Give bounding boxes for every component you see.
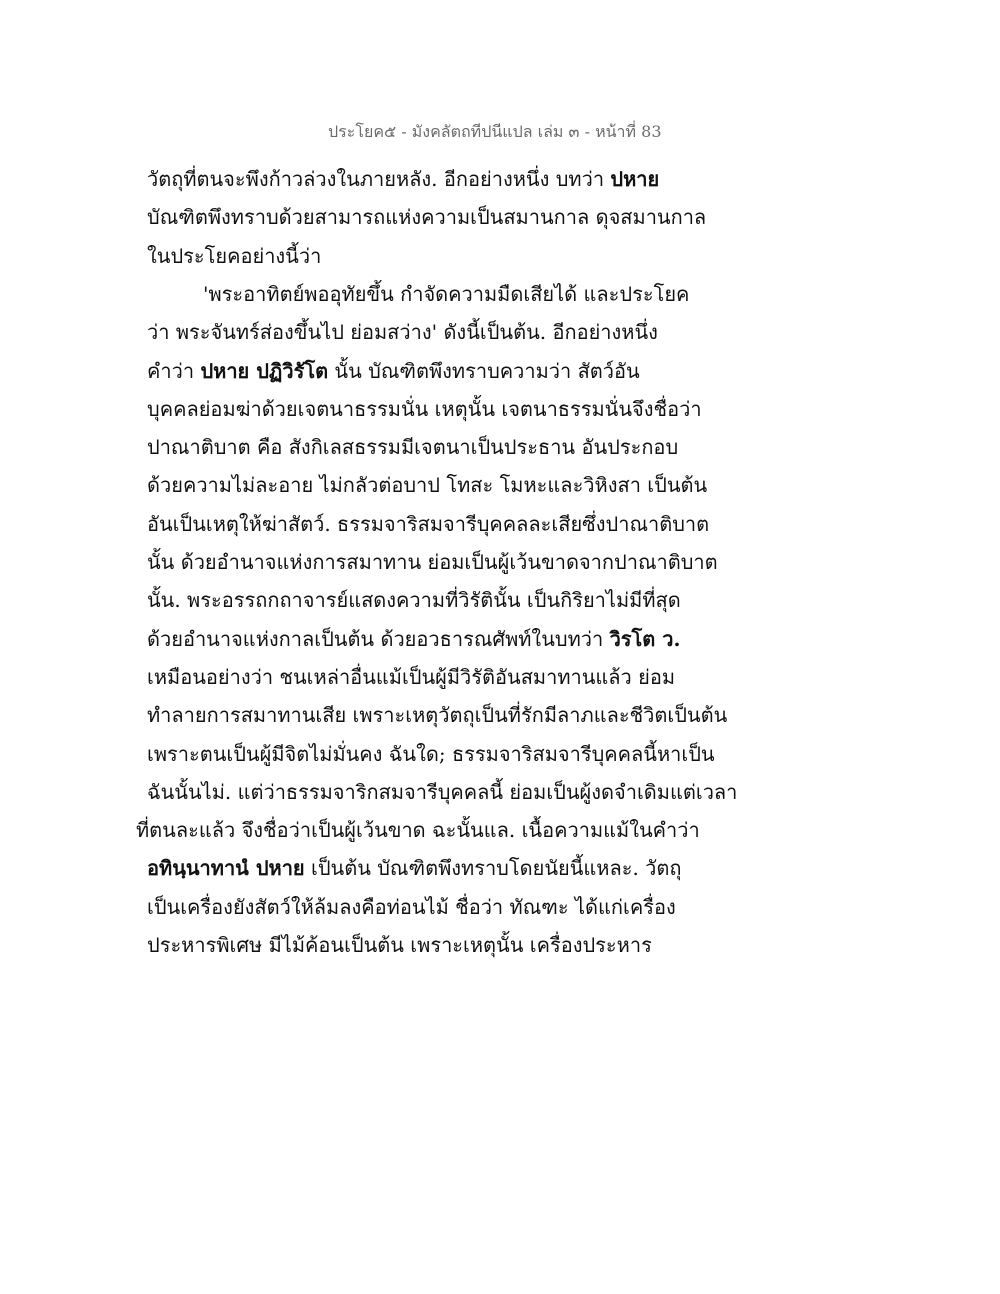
text-span: ปาณาติบาต คือ สังกิเลสธรรมมีเจตนาเป็นประธาน อันประกอบ xyxy=(147,435,679,460)
text-span: ทำลายการสมาทานเสีย เพราะเหตุวัตถุเป็นที่รักมีลาภและชีวิตเป็นต้น xyxy=(147,703,728,728)
text-span: เป็นต้น บัณฑิตพึงทราบโดยนัยนี้แหละ. วัตถุ xyxy=(304,856,682,881)
text-span: 'พระอาทิตย์พออุทัยขึ้น กำจัดความมืดเสียได้ และประโยค xyxy=(203,281,690,306)
text-span: ประหารพิเศษ มีไม้ค้อนเป็นต้น เพราะเหตุนั้น เครื่องประหาร xyxy=(147,933,652,957)
bold-term: ปหาย ปฏิวิรัโต xyxy=(200,358,329,383)
text-span: ที่ตนละแล้ว จึงชื่อว่าเป็นผู้เว้นขาด ฉะนั้นแล. เนื้อความแม้ในคำว่า xyxy=(136,818,700,843)
text-line xyxy=(147,581,681,619)
text-span: เหมือนอย่างว่า ชนเหล่าอื่นแม้เป็นผู้มีวิรัติอันสมาทานแล้ว ย่อม xyxy=(147,664,676,689)
text-line xyxy=(147,505,709,543)
bold-term: อทินฺนาทานํ ปหาย xyxy=(147,856,305,881)
page-header: ประโยค๕ - มังคลัตถทีปนีแปล เล่ม ๓ - หน้าที่ 83 xyxy=(328,122,662,141)
text-span: เป็นเครื่องยังสัตว์ให้ล้มลงคือท่อนไม้ ชื่อว่า ทัณฑะ ได้แก่เครื่อง xyxy=(147,894,676,919)
text-line xyxy=(147,390,702,428)
text-span: นั้น บัณฑิตพึงทราบความว่า สัตว์อัน xyxy=(328,358,640,383)
text-line xyxy=(147,620,680,658)
text-line xyxy=(147,696,727,734)
text-line xyxy=(147,773,737,811)
text-line xyxy=(147,658,675,696)
text-span: ด้วยความไม่ละอาย ไม่กลัวต่อบาป โทสะ โมหะและวิหิงสา เป็นต้น xyxy=(147,473,708,498)
text-span: วัตถุที่ตนจะพึงก้าวล่วงในภายหลัง. อีกอย่างหนึ่ง บทว่า xyxy=(147,167,611,191)
text-line xyxy=(147,237,321,275)
text-span: เพราะตนเป็นผู้มีจิตไม่มั่นคง ฉันใด; ธรรมจาริสมจารีบุคคลนี้หาเป็น xyxy=(147,741,715,766)
text-span: บัณฑิตพึงทราบด้วยสามารถแห่งความเป็นสมานกาล ดุจสมานกาล xyxy=(147,205,707,230)
text-line xyxy=(147,352,640,390)
text-span: อันเป็นเหตุให้ฆ่าสัตว์. ธรรมจาริสมจารีบุคคลละเสียซึ่งปาณาติบาต xyxy=(147,511,710,536)
text-line xyxy=(147,543,718,581)
bold-term: วิรโต ว. xyxy=(609,626,681,651)
text-line xyxy=(147,466,707,504)
text-line xyxy=(147,735,715,773)
text-span: ในประโยคอย่างนี้ว่า xyxy=(147,243,322,268)
text-span: นั้น. พระอรรถกถาจารย์แสดงความที่วิรัตินั้น เป็นกิริยาไม่มีที่สุด xyxy=(147,588,681,613)
text-span: ด้วยอำนาจแห่งกาลเป็นต้น ด้วยอวธารณศัพท์ในบทว่า xyxy=(147,626,610,651)
text-line xyxy=(147,160,659,198)
text-line xyxy=(147,198,706,236)
text-span: ฉันนั้นไม่. แต่ว่าธรรมจาริกสมจารีบุคคลนี้ ย่อมเป็นผู้งดจำเดิมแต่เวลา xyxy=(147,779,738,804)
text-line xyxy=(147,313,658,351)
text-line xyxy=(147,849,682,887)
text-line xyxy=(147,926,652,964)
text-line xyxy=(203,275,689,313)
text-line xyxy=(147,888,676,926)
text-span: บุคคลย่อมฆ่าด้วยเจตนาธรรมนั่น เหตุนั้น เจตนาธรรมนั่นจึงชื่อว่า xyxy=(147,396,702,421)
text-span: นั้น ด้วยอำนาจแห่งการสมาทาน ย่อมเป็นผู้เว้นขาดจากปาณาติบาต xyxy=(147,550,718,574)
bold-term: ปหาย xyxy=(610,167,660,191)
text-line xyxy=(136,811,700,849)
text-span: ว่า พระจันทร์ส่องขึ้นไป ย่อมสว่าง' ดังนี้เป็นต้น. อีกอย่างหนึ่ง xyxy=(147,320,658,345)
text-line xyxy=(147,428,678,466)
text-span: คำว่า xyxy=(147,358,201,383)
